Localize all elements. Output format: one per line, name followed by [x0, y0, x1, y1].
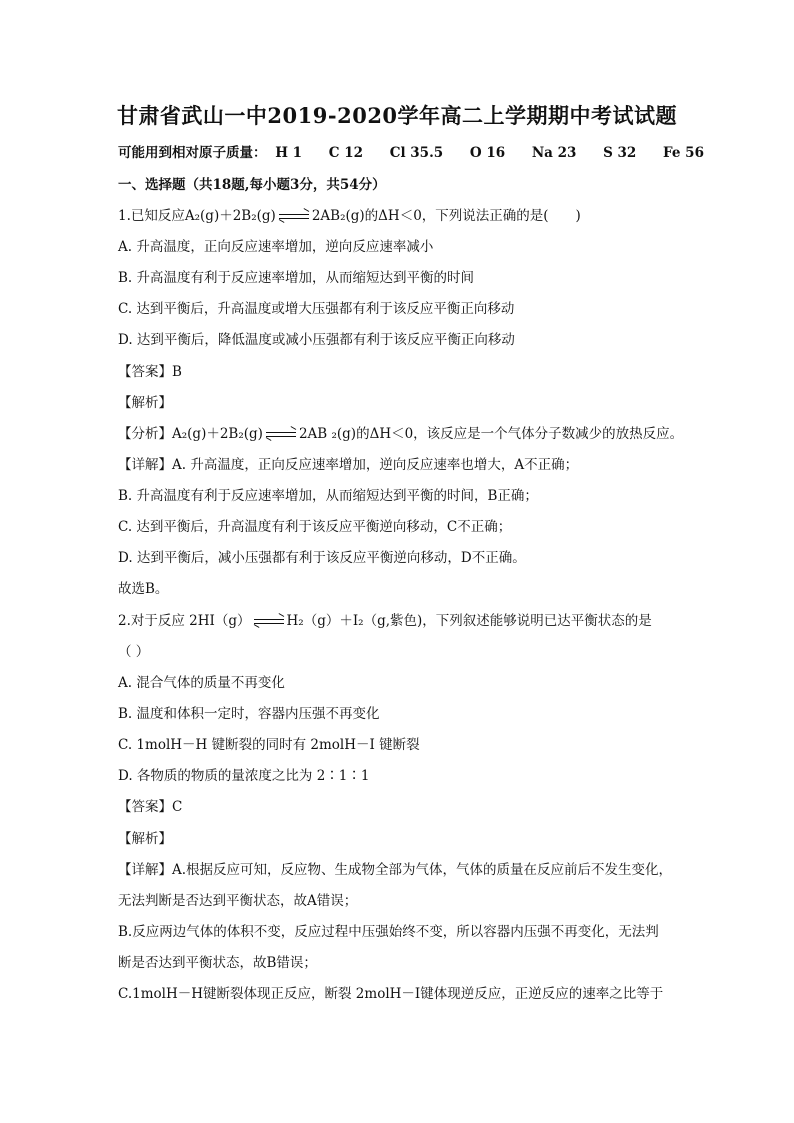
q1-analysis-end: 2AB ₂(g)的ΔH＜0，该反应是一个气体分子数减少的放热反应。 — [298, 426, 684, 442]
q1-detail-a: 【详解】A. 升高温度，正向反应速率增加，逆向反应速率也增大，A不正确； — [118, 457, 579, 473]
q2-stem-end: H₂（g）＋I₂（g,紫色)，下列叙述能够说明已达平衡状态的是 — [286, 613, 652, 629]
equilibrium-arrow-icon — [279, 212, 309, 222]
q2-detail-line-3: B.反应两边气体的体积不变，反应过程中压强始终不变，所以容器内压强不再变化，无法判 — [118, 924, 659, 940]
q2-option-a: A. 混合气体的质量不再变化 — [118, 675, 285, 691]
question-1-stem — [118, 206, 684, 226]
q2-stem-start: 2.对于反应 2HI（g） — [118, 613, 251, 629]
atomic-mass-s: S 32 — [603, 145, 637, 161]
q1-analysis — [118, 424, 684, 444]
q2-analysis-label: 【解析】 — [118, 831, 172, 847]
atomic-mass-c: C 12 — [328, 145, 363, 161]
q1-detail-d: D. 达到平衡后，减小压强都有利于该反应平衡逆向移动，D不正确。 — [118, 550, 526, 566]
page-title: 甘肃省武山一中2019-2020学年高二上学期期中考试试题 — [116, 103, 678, 128]
q1-analysis-start: 【分析】A₂(g)＋2B₂(g) — [118, 426, 263, 442]
q1-stem-start: 1.已知反应A₂(g)＋2B₂(g) — [118, 208, 276, 224]
q1-stem-end: 2AB₂(g)的ΔH＜0，下列说法正确的是( ) — [311, 208, 581, 224]
q1-option-c: C. 达到平衡后，升高温度或增大压强都有利于该反应平衡正向移动 — [118, 301, 515, 317]
q2-answer: 【答案】C — [118, 799, 183, 815]
equilibrium-arrow-icon — [254, 617, 284, 627]
atomic-mass-cl: Cl 35.5 — [389, 145, 444, 161]
atomic-mass-fe: Fe 56 — [663, 145, 704, 161]
q2-detail-line-1: 【详解】A.根据反应可知，反应物、生成物全部为气体，气体的质量在反应前后不发生变化， — [118, 862, 673, 878]
q1-conclusion: 故选B。 — [118, 581, 169, 597]
atomic-mass-label: 可能用到相对原子质量： — [118, 145, 267, 161]
question-2-stem — [118, 611, 684, 631]
q2-option-d: D. 各物质的物质的量浓度之比为 2∶1∶1 — [118, 768, 370, 784]
equilibrium-arrow-icon — [266, 430, 296, 440]
q2-stem-bracket: （ ） — [118, 644, 150, 660]
q2-option-b: B. 温度和体积一定时，容器内压强不再变化 — [118, 706, 380, 722]
atomic-mass-na: Na 23 — [531, 145, 577, 161]
q2-detail-line-4: 断是否达到平衡状态，故B错误； — [118, 955, 317, 971]
atomic-mass-o: O 16 — [469, 145, 506, 161]
q1-analysis-label: 【解析】 — [118, 395, 172, 411]
q1-option-a: A. 升高温度，正向反应速率增加，逆向反应速率减小 — [118, 239, 434, 255]
q1-option-d: D. 达到平衡后，降低温度或减小压强都有利于该反应平衡正向移动 — [118, 332, 515, 348]
atomic-mass-line — [118, 143, 704, 163]
q2-detail-line-5: C.1molH－H键断裂体现正反应，断裂 2molH－I键体现逆反应，正逆反应的速率之比等于 — [118, 986, 664, 1002]
q1-detail-c: C. 达到平衡后，升高温度有利于该反应平衡逆向移动，C不正确； — [118, 519, 512, 535]
q1-detail-b: B. 升高温度有利于反应速率增加，从而缩短达到平衡的时间，B正确； — [118, 488, 538, 504]
q1-answer: 【答案】B — [118, 364, 182, 380]
q2-detail-line-2: 无法判断是否达到平衡状态，故A错误； — [118, 893, 358, 909]
section-heading: 一、选择题（共18题,每小题3分，共54分） — [118, 177, 386, 193]
atomic-mass-h: H 1 — [275, 145, 303, 161]
q1-option-b: B. 升高温度有利于反应速率增加，从而缩短达到平衡的时间 — [118, 270, 475, 286]
q2-option-c: C. 1molH－H 键断裂的同时有 2molH－I 键断裂 — [118, 737, 420, 753]
